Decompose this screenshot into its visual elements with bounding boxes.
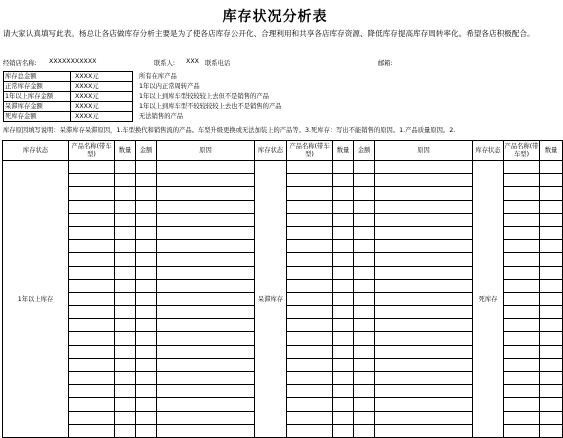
table-cell[interactable] (375, 411, 473, 424)
table-cell[interactable] (375, 253, 473, 266)
table-cell[interactable] (540, 385, 563, 398)
col-amount: 金额 (136, 141, 157, 161)
table-cell[interactable] (375, 200, 473, 213)
summary-label: 死库存金额 (4, 112, 71, 122)
table-cell[interactable] (136, 372, 157, 385)
table-cell[interactable] (69, 279, 115, 292)
table-cell[interactable] (115, 253, 136, 266)
table-cell[interactable] (354, 292, 375, 305)
table-cell[interactable] (136, 358, 157, 371)
table-cell[interactable] (333, 411, 354, 424)
table-cell[interactable] (157, 424, 255, 437)
table-cell[interactable] (287, 213, 333, 226)
table-cell[interactable] (504, 398, 540, 411)
dealer-label: 经销店名称: (3, 60, 37, 67)
col-status: 库存状态 (473, 141, 504, 161)
table-cell[interactable] (69, 319, 115, 332)
table-row (3, 161, 563, 174)
table-cell[interactable] (333, 385, 354, 398)
table-cell[interactable] (354, 226, 375, 239)
table-cell[interactable] (69, 253, 115, 266)
table-cell[interactable] (287, 161, 333, 174)
table-cell[interactable] (157, 253, 255, 266)
table-cell[interactable] (115, 372, 136, 385)
table-cell[interactable] (540, 319, 563, 332)
contact-label: 联系人: (154, 60, 176, 67)
table-cell[interactable] (354, 174, 375, 187)
table-cell[interactable] (115, 200, 136, 213)
table-cell[interactable] (136, 332, 157, 345)
summary-label: 库存总金额 (4, 72, 71, 82)
summary-desc: 1年以上到库车型较较较上去但不是销售的产品 (139, 92, 269, 100)
summary-row (4, 82, 401, 92)
email-label: 邮箱: (378, 60, 393, 67)
table-cell[interactable] (333, 213, 354, 226)
table-cell[interactable] (540, 253, 563, 266)
instructions-note: 库存原因填写说明：呆滞库存呆滞原因，1.车型换代和销售流的产品。车型升级更换或无法加装上的产品等。3.死库存：写出不能销售的原因。1.产品质量原因。2. (3, 127, 456, 134)
phone-label: 联系电话 (205, 60, 231, 67)
table-cell[interactable] (375, 266, 473, 279)
table-cell[interactable] (354, 253, 375, 266)
table-cell[interactable] (115, 319, 136, 332)
table-cell[interactable] (504, 174, 540, 187)
summary-row (4, 102, 401, 112)
table-cell[interactable] (69, 358, 115, 371)
table-cell[interactable] (157, 372, 255, 385)
table-cell[interactable] (115, 332, 136, 345)
table-cell[interactable] (287, 372, 333, 385)
table-cell[interactable] (115, 266, 136, 279)
table-cell[interactable] (69, 292, 115, 305)
inventory-grid (2, 140, 558, 416)
table-cell[interactable] (354, 213, 375, 226)
summary-desc: 所有在库产品 (139, 72, 177, 80)
col-amount: 金额 (354, 141, 375, 161)
table-cell[interactable] (333, 424, 354, 437)
table-cell[interactable] (375, 345, 473, 358)
table-cell[interactable] (333, 306, 354, 319)
summary-desc: 无法销售的产品 (139, 112, 184, 120)
table-cell[interactable] (287, 332, 333, 345)
table-cell[interactable] (157, 200, 255, 213)
table-cell[interactable] (375, 187, 473, 200)
table-cell[interactable] (375, 213, 473, 226)
col-qty: 数量 (333, 141, 354, 161)
table-cell[interactable] (115, 292, 136, 305)
summary-value: XXXX元 (71, 92, 133, 102)
table-cell[interactable] (504, 424, 540, 437)
table-cell[interactable] (333, 398, 354, 411)
table-cell[interactable] (287, 358, 333, 371)
table-cell[interactable] (287, 319, 333, 332)
table-cell[interactable] (540, 226, 563, 239)
table-cell[interactable] (69, 424, 115, 437)
col-status: 库存状态 (255, 141, 287, 161)
table-cell[interactable] (333, 161, 354, 174)
table-cell[interactable] (115, 398, 136, 411)
table-cell[interactable] (354, 424, 375, 437)
table-cell[interactable] (69, 213, 115, 226)
table-cell[interactable] (333, 187, 354, 200)
table-cell[interactable] (333, 266, 354, 279)
table-cell[interactable] (136, 424, 157, 437)
table-cell[interactable] (287, 345, 333, 358)
table-cell[interactable] (136, 292, 157, 305)
table-cell[interactable] (540, 161, 563, 174)
table-cell[interactable] (157, 306, 255, 319)
table-cell[interactable] (375, 385, 473, 398)
table-cell[interactable] (69, 266, 115, 279)
table-cell[interactable] (504, 319, 540, 332)
table-cell[interactable] (333, 319, 354, 332)
intro-text: 请大家认真填写此表。杨总让各店做库存分析主要是为了使各店库存公开化、合理利用和共享各店库存资源、降低库存提高库存周转率化。希望各店积极配合。 (3, 29, 535, 38)
table-cell[interactable] (69, 306, 115, 319)
table-cell[interactable] (540, 174, 563, 187)
dealer-value: XXXXXXXXXXX (49, 58, 97, 65)
col-product: 产品名称(带车型) (69, 141, 115, 161)
table-cell[interactable] (115, 240, 136, 253)
table-cell[interactable] (504, 292, 540, 305)
table-cell[interactable] (287, 279, 333, 292)
table-cell[interactable] (354, 266, 375, 279)
table-cell[interactable] (115, 385, 136, 398)
table-cell[interactable] (354, 200, 375, 213)
table-cell[interactable] (69, 174, 115, 187)
table-cell[interactable] (540, 332, 563, 345)
col-product: 产品名称(带车型) (287, 141, 333, 161)
summary-desc: 1年以内正常周转产品 (139, 82, 200, 90)
info-row (3, 58, 548, 68)
table-cell[interactable] (157, 279, 255, 292)
table-cell[interactable] (333, 174, 354, 187)
table-cell[interactable] (540, 213, 563, 226)
table-cell[interactable] (136, 187, 157, 200)
table-cell[interactable] (354, 358, 375, 371)
table-cell[interactable] (287, 411, 333, 424)
table-cell[interactable] (354, 279, 375, 292)
table-cell[interactable] (333, 279, 354, 292)
summary-row (4, 112, 401, 122)
table-cell[interactable] (504, 253, 540, 266)
table-cell[interactable] (69, 411, 115, 424)
table-cell[interactable] (157, 161, 255, 174)
table-cell[interactable] (136, 253, 157, 266)
table-cell[interactable] (354, 161, 375, 174)
summary-row (4, 92, 401, 102)
table-cell[interactable] (287, 398, 333, 411)
col-reason: 原因 (157, 141, 255, 161)
table-cell[interactable] (136, 226, 157, 239)
summary-row (4, 72, 401, 82)
table-cell[interactable] (540, 187, 563, 200)
table-cell[interactable] (115, 174, 136, 187)
table-cell[interactable] (333, 292, 354, 305)
table-cell[interactable] (115, 358, 136, 371)
table-cell[interactable] (540, 279, 563, 292)
table-cell[interactable] (354, 306, 375, 319)
table-cell[interactable] (287, 226, 333, 239)
table-cell[interactable] (375, 279, 473, 292)
table-cell[interactable] (375, 398, 473, 411)
table-cell[interactable] (540, 358, 563, 371)
table-cell[interactable] (504, 226, 540, 239)
table-cell[interactable] (287, 266, 333, 279)
table-cell[interactable] (375, 319, 473, 332)
table-cell[interactable] (157, 332, 255, 345)
summary-value: XXXX元 (71, 102, 133, 112)
table-cell[interactable] (157, 319, 255, 332)
table-cell[interactable] (287, 240, 333, 253)
table-cell[interactable] (157, 292, 255, 305)
summary-label: 呆滞库存金额 (4, 102, 71, 112)
table-cell[interactable] (504, 332, 540, 345)
table-cell[interactable] (115, 213, 136, 226)
summary-desc: 1年以上到库车型不较较较较上去也不是销售的产品 (139, 102, 282, 110)
table-cell[interactable] (157, 385, 255, 398)
table-cell[interactable] (375, 358, 473, 371)
table-cell[interactable] (115, 345, 136, 358)
table-cell[interactable] (69, 187, 115, 200)
table-cell[interactable] (115, 306, 136, 319)
table-cell[interactable] (375, 372, 473, 385)
table-cell[interactable] (157, 345, 255, 358)
table-cell[interactable] (504, 345, 540, 358)
table-cell[interactable] (354, 345, 375, 358)
table-cell[interactable] (69, 372, 115, 385)
table-cell[interactable] (69, 345, 115, 358)
table-cell[interactable] (287, 292, 333, 305)
status-group-cell: 呆滞库存 (255, 161, 287, 438)
table-cell[interactable] (136, 306, 157, 319)
status-group-cell: 1年以上库存 (3, 161, 69, 438)
table-cell[interactable] (136, 279, 157, 292)
table-cell[interactable] (375, 292, 473, 305)
table-cell[interactable] (157, 398, 255, 411)
col-reason: 原因 (375, 141, 473, 161)
table-cell[interactable] (504, 279, 540, 292)
table-cell[interactable] (333, 345, 354, 358)
table-cell[interactable] (354, 240, 375, 253)
table-cell[interactable] (136, 411, 157, 424)
contact-value: XXX (186, 58, 199, 65)
table-cell[interactable] (287, 253, 333, 266)
page-title: 库存状况分析表 (222, 9, 328, 25)
table-cell[interactable] (375, 240, 473, 253)
table-cell[interactable] (354, 187, 375, 200)
table-cell[interactable] (504, 411, 540, 424)
table-cell[interactable] (354, 319, 375, 332)
summary-value: XXXX元 (71, 112, 133, 122)
table-cell[interactable] (136, 345, 157, 358)
inventory-table (2, 140, 563, 438)
table-cell[interactable] (333, 226, 354, 239)
summary-table (3, 71, 401, 122)
table-cell[interactable] (136, 398, 157, 411)
table-cell[interactable] (333, 332, 354, 345)
table-cell[interactable] (504, 372, 540, 385)
table-cell[interactable] (287, 306, 333, 319)
table-cell[interactable] (136, 174, 157, 187)
table-cell[interactable] (69, 226, 115, 239)
table-cell[interactable] (136, 319, 157, 332)
status-group-cell: 死库存 (473, 161, 504, 438)
table-cell[interactable] (69, 240, 115, 253)
col-qty: 数量 (115, 141, 136, 161)
table-cell[interactable] (287, 424, 333, 437)
table-cell[interactable] (504, 306, 540, 319)
table-cell[interactable] (375, 226, 473, 239)
table-cell[interactable] (375, 161, 473, 174)
table-cell[interactable] (504, 266, 540, 279)
table-cell[interactable] (375, 332, 473, 345)
table-cell[interactable] (354, 332, 375, 345)
table-cell[interactable] (157, 174, 255, 187)
table-cell[interactable] (333, 358, 354, 371)
table-cell[interactable] (504, 213, 540, 226)
table-cell[interactable] (157, 226, 255, 239)
table-cell[interactable] (354, 372, 375, 385)
summary-label: 正常库存金额 (4, 82, 71, 92)
table-cell[interactable] (333, 200, 354, 213)
table-cell[interactable] (504, 358, 540, 371)
table-cell[interactable] (115, 187, 136, 200)
table-cell[interactable] (375, 306, 473, 319)
table-cell[interactable] (540, 424, 563, 437)
grid-body (3, 161, 563, 438)
table-cell[interactable] (540, 398, 563, 411)
table-cell[interactable] (540, 292, 563, 305)
table-cell[interactable] (136, 266, 157, 279)
table-cell[interactable] (69, 332, 115, 345)
table-cell[interactable] (333, 372, 354, 385)
table-cell[interactable] (287, 174, 333, 187)
summary-value: XXXX元 (71, 72, 133, 82)
table-cell[interactable] (157, 187, 255, 200)
summary-value: XXXX元 (71, 82, 133, 92)
table-cell[interactable] (540, 345, 563, 358)
table-cell[interactable] (540, 306, 563, 319)
table-cell[interactable] (136, 240, 157, 253)
table-cell[interactable] (136, 213, 157, 226)
table-cell[interactable] (69, 385, 115, 398)
header-row (3, 141, 563, 161)
table-cell[interactable] (375, 424, 473, 437)
table-cell[interactable] (333, 240, 354, 253)
table-cell[interactable] (69, 161, 115, 174)
table-cell[interactable] (504, 200, 540, 213)
table-cell[interactable] (69, 398, 115, 411)
table-cell[interactable] (540, 411, 563, 424)
summary-label: 1年以上库存金额 (4, 92, 71, 102)
table-cell[interactable] (540, 266, 563, 279)
table-cell[interactable] (157, 358, 255, 371)
table-cell[interactable] (540, 240, 563, 253)
table-cell[interactable] (287, 187, 333, 200)
col-product: 产品名称(带车型) (504, 141, 540, 161)
table-cell[interactable] (354, 398, 375, 411)
table-cell[interactable] (115, 161, 136, 174)
table-cell[interactable] (354, 385, 375, 398)
table-cell[interactable] (157, 240, 255, 253)
table-cell[interactable] (540, 200, 563, 213)
table-cell[interactable] (287, 385, 333, 398)
table-cell[interactable] (540, 372, 563, 385)
table-cell[interactable] (504, 240, 540, 253)
table-cell[interactable] (136, 161, 157, 174)
table-cell[interactable] (287, 200, 333, 213)
table-cell[interactable] (115, 424, 136, 437)
table-cell[interactable] (504, 187, 540, 200)
col-status: 库存状态 (3, 141, 69, 161)
table-cell[interactable] (157, 411, 255, 424)
table-cell[interactable] (136, 385, 157, 398)
table-cell[interactable] (115, 411, 136, 424)
table-cell[interactable] (504, 385, 540, 398)
col-qty: 数量 (540, 141, 563, 161)
table-cell[interactable] (157, 266, 255, 279)
table-cell[interactable] (136, 200, 157, 213)
table-cell[interactable] (333, 253, 354, 266)
table-cell[interactable] (375, 174, 473, 187)
table-cell[interactable] (354, 411, 375, 424)
table-cell[interactable] (115, 226, 136, 239)
table-cell[interactable] (157, 213, 255, 226)
table-cell[interactable] (69, 200, 115, 213)
table-cell[interactable] (504, 161, 540, 174)
table-cell[interactable] (115, 279, 136, 292)
